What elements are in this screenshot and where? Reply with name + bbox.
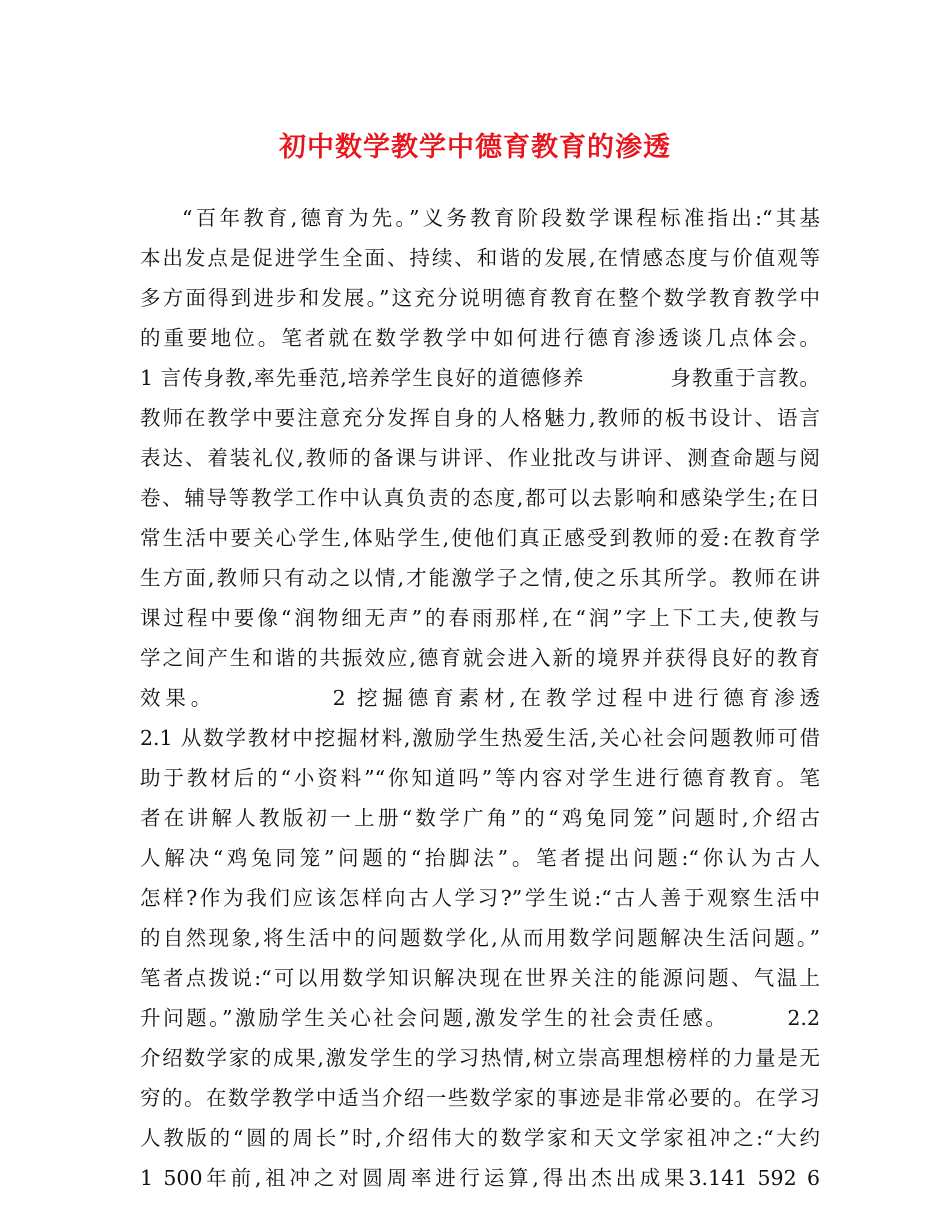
body-line: 笔者点拨说:“可以用数学知识解决现在世界关注的能源问题、气温上 [140, 966, 820, 990]
body-line: 1 500年前,祖冲之对圆周率进行运算,得出杰出成果3.141 592 6 [140, 1166, 820, 1190]
body-line: 的重要地位。笔者就在数学教学中如何进行德育渗透谈几点体会。 [140, 326, 820, 350]
body-line: 卷、辅导等教学工作中认真负责的态度,都可以去影响和感染学生;在日 [140, 486, 820, 510]
body-line: 本出发点是促进学生全面、持续、和谐的发展,在情感态度与价值观等 [140, 246, 820, 270]
body-line: 1 言传身教,率先垂范,培养学生良好的道德修养 身教重于言教。 [140, 366, 820, 390]
body-line: 课过程中要像“润物细无声”的春雨那样,在“润”字上下工夫,使教与 [140, 606, 820, 630]
body-line: 人解决“鸡兔同笼”问题的“抬脚法”。笔者提出问题:“你认为古人 [140, 846, 820, 870]
body-line: 2.1 从数学教材中挖掘材料,激励学生热爱生活,关心社会问题教师可借 [140, 726, 820, 750]
body-line: 生方面,教师只有动之以情,才能激学子之情,使之乐其所学。教师在讲 [140, 566, 820, 590]
body-line: 怎样?作为我们应该怎样向古人学习?”学生说:“古人善于观察生活中 [140, 886, 820, 910]
body-line: 者在讲解人教版初一上册“数学广角”的“鸡兔同笼”问题时,介绍古 [140, 806, 820, 830]
body-line: 教师在教学中要注意充分发挥自身的人格魅力,教师的板书设计、语言 [140, 406, 820, 430]
body-line: 效果。 2 挖掘德育素材,在教学过程中进行德育渗透 [140, 686, 820, 710]
body-line: 学之间产生和谐的共振效应,德育就会进入新的境界并获得良好的教育 [140, 646, 820, 670]
body-line: 的自然现象,将生活中的问题数学化,从而用数学问题解决生活问题。” [140, 926, 820, 950]
body-line: 人教版的“圆的周长”时,介绍伟大的数学家和天文学家祖冲之:“大约 [140, 1126, 820, 1150]
body-line: 助于教材后的“小资料”“你知道吗”等内容对学生进行德育教育。笔 [140, 766, 820, 790]
body-line: 多方面得到进步和发展。”这充分说明德育教育在整个数学教育教学中 [140, 286, 820, 310]
body-line: 介绍数学家的成果,激发学生的学习热情,树立崇高理想榜样的力量是无 [140, 1046, 820, 1070]
body-line: 升问题。”激励学生关心社会问题,激发学生的社会责任感。 2.2 [140, 1006, 820, 1030]
body-line: 常生活中要关心学生,体贴学生,使他们真正感受到教师的爱:在教育学 [140, 526, 820, 550]
document-title: 初中数学教学中德育教育的渗透 [279, 132, 671, 163]
body-line: “百年教育,德育为先。”义务教育阶段数学课程标准指出:“其基 [182, 206, 820, 230]
document-body [140, 198, 820, 1198]
body-line: 穷的。在数学教学中适当介绍一些数学家的事迹是非常必要的。在学习 [140, 1086, 820, 1110]
body-line: 表达、着装礼仪,教师的备课与讲评、作业批改与讲评、测查命题与阅 [140, 446, 820, 470]
